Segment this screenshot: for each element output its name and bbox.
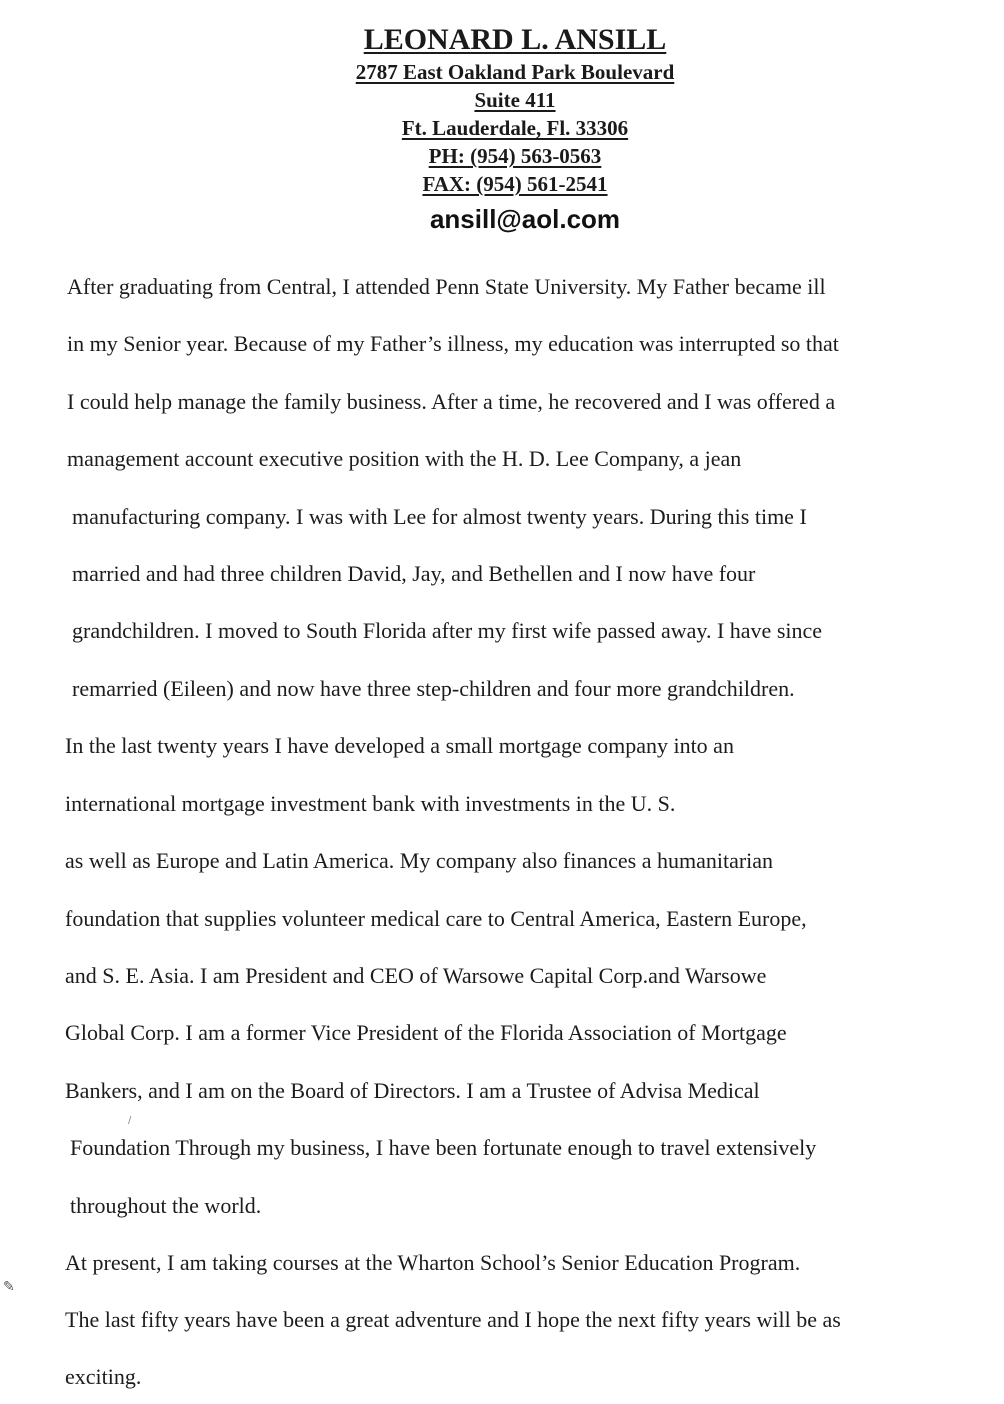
body-line: management account executive position with the H. D. Lee Company, a jean xyxy=(67,446,742,471)
letterhead-fax: FAX: (954) 561-2541 xyxy=(422,172,608,196)
body-line: exciting. xyxy=(65,1364,142,1389)
letterhead-name: LEONARD L. ANSILL xyxy=(363,23,667,56)
body-line: At present, I am taking courses at the Wharton School’s Senior Education Program. xyxy=(65,1250,801,1275)
body-line: Global Corp. I am a former Vice President of the Florida Association of Mortgage xyxy=(65,1020,787,1045)
body-line: married and had three children David, Jay, and Bethellen and I now have four xyxy=(72,561,756,586)
body-line: grandchildren. I moved to South Florida after my first wife passed away. I have since xyxy=(72,618,823,643)
body-line: foundation that supplies volunteer medical care to Central America, Eastern Europe, xyxy=(65,906,807,931)
body-line: After graduating from Central, I attended Penn State University. My Father became ill xyxy=(67,274,826,299)
body-line: manufacturing company. I was with Lee for almost twenty years. During this time I xyxy=(72,504,807,529)
body-line: international mortgage investment bank with investments in the U. S. xyxy=(65,791,676,816)
letterhead-suite: Suite 411 xyxy=(474,88,556,112)
body-line: throughout the world. xyxy=(70,1193,262,1218)
body-line: and S. E. Asia. I am President and CEO of Warsowe Capital Corp.and Warsowe xyxy=(65,963,767,988)
body-line: Bankers, and I am on the Board of Directors. I am a Trustee of Advisa Medical xyxy=(65,1078,760,1103)
letterhead-phone: PH: (954) 563-0563 xyxy=(428,144,602,168)
scan-mark-icon: / xyxy=(128,1115,132,1126)
body-line: The last fifty years have been a great adventure and I hope the next fifty years will be as xyxy=(65,1307,841,1332)
body-line: In the last twenty years I have developed a small mortgage company into an xyxy=(65,733,734,758)
scan-speck-icon: ✎ xyxy=(3,1279,15,1295)
letterhead-street: 2787 East Oakland Park Boulevard xyxy=(355,60,675,84)
body-line: as well as Europe and Latin America. My company also finances a humanitarian xyxy=(65,848,774,873)
body-line: in my Senior year. Because of my Father’s illness, my education was interrupted so that xyxy=(67,331,839,356)
body-line: Foundation Through my business, I have been fortunate enough to travel extensively xyxy=(70,1135,817,1160)
body-line: I could help manage the family business. After a time, he recovered and I was offered a xyxy=(67,389,836,414)
letterhead-city: Ft. Lauderdale, Fl. 33306 xyxy=(401,116,629,140)
body-line: remarried (Eileen) and now have three step-children and four more grandchildren. xyxy=(72,676,795,701)
letterhead-email[interactable]: ansill@aol.com xyxy=(429,204,621,234)
